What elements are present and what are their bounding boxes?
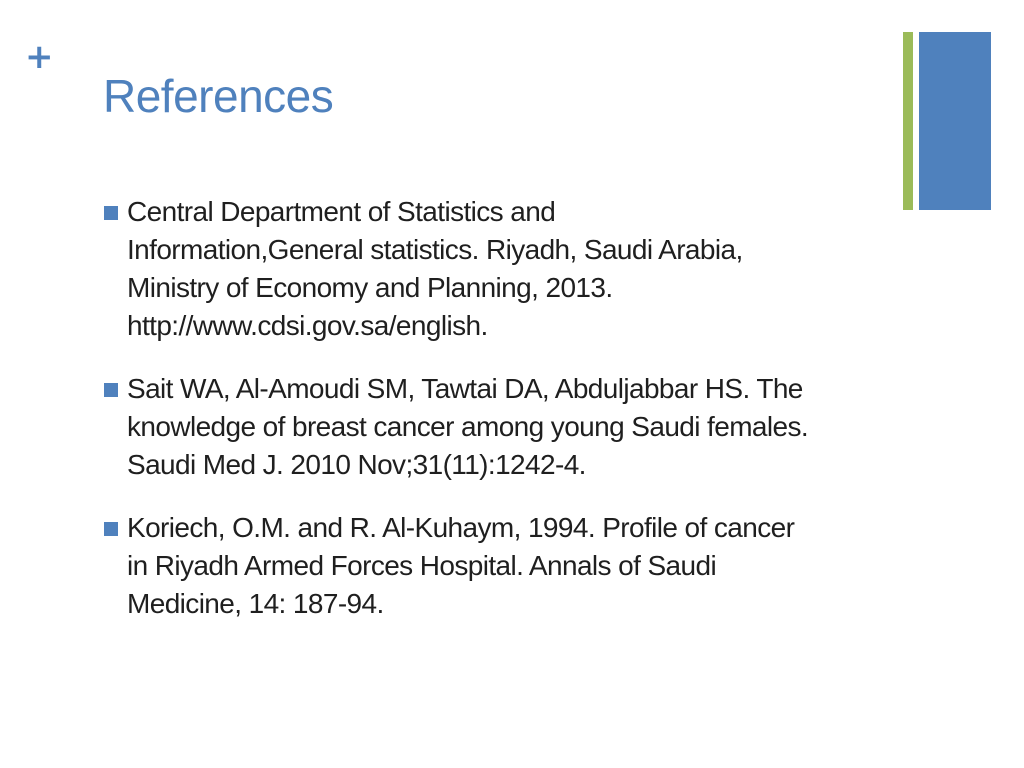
reference-text: Central Department of Statistics and Information,General statistics. Riyadh, Saudi Arabia, Ministry of Economy and Planning, 2013. http://www.cdsi.gov.sa/english. (127, 196, 743, 341)
accent-bar-green (903, 32, 913, 210)
square-bullet-icon (104, 522, 118, 536)
reference-item (100, 370, 960, 484)
reference-item (100, 509, 960, 623)
plus-icon: + (25, 37, 54, 77)
square-bullet-icon (104, 383, 118, 397)
reference-text: Sait WA, Al-Amoudi SM, Tawtai DA, Abduljabbar HS. The knowledge of breast cancer among young Saudi females. Saudi Med J. 2010 Nov;31(11):1242-4. (127, 373, 809, 480)
reference-list (100, 193, 960, 648)
square-bullet-icon (104, 206, 118, 220)
accent-bar-blue (919, 32, 991, 210)
slide-title: References (103, 70, 334, 122)
reference-text: Koriech, O.M. and R. Al-Kuhaym, 1994. Profile of cancer in Riyadh Armed Forces Hospital. Annals of Saudi Medicine, 14: 187-94. (127, 512, 795, 619)
reference-item (100, 193, 960, 345)
